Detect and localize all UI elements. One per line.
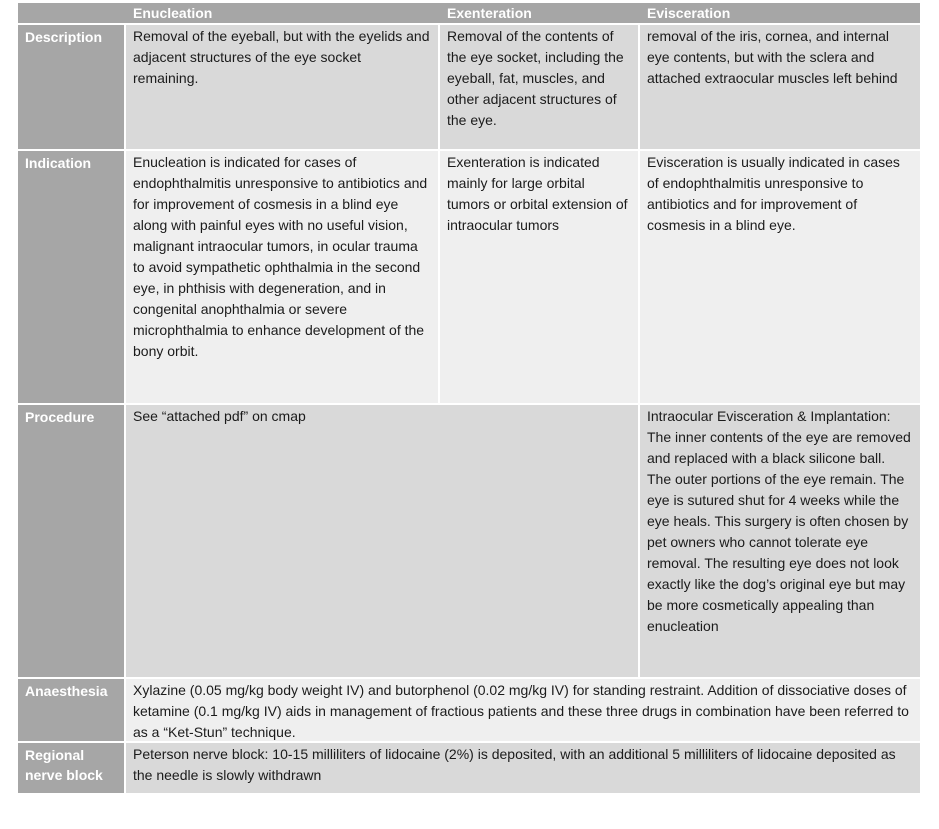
cell-indication-exenteration: Exenteration is indicated mainly for large orbital tumors or orbital extension of intraocular tumors bbox=[440, 151, 638, 403]
cell-procedure-evisceration: Intraocular Evisceration & Implantation: The inner contents of the eye are removed and replaced with a black silicone ball. The outer portions of the eye remain. The eye is sutured shut for 4 weeks while the eye heals. This surgery is often chosen by pet owners who cannot tolerate eye removal. The resulting eye does not look exactly like the dog’s original eye but may be more cosmetically appealing than enucleation bbox=[640, 405, 920, 677]
column-header-evisceration: Evisceration bbox=[647, 5, 731, 21]
table-header-row bbox=[18, 3, 920, 23]
row-header-anaesthesia: Anaesthesia bbox=[18, 679, 124, 741]
cell-regional-nerve-block-all: Peterson nerve block: 10-15 milliliters of lidocaine (2%) is deposited, with an additional 5 milliliters of lidocaine deposited as the needle is slowly withdrawn bbox=[126, 743, 920, 793]
row-header-procedure: Procedure bbox=[18, 405, 124, 677]
cell-procedure-enucleation-exenteration: See “attached pdf” on cmap bbox=[126, 405, 638, 677]
column-header-enucleation: Enucleation bbox=[133, 5, 213, 21]
procedure-comparison-table bbox=[18, 3, 920, 793]
column-header-exenteration: Exenteration bbox=[447, 5, 532, 21]
cell-anaesthesia-all: Xylazine (0.05 mg/kg body weight IV) and butorphenol (0.02 mg/kg IV) for standing restraint. Addition of dissociative doses of ketamine (0.1 mg/kg IV) aids in management of fractious patients and these three drugs in combination have been referred to as a “Ket-Stun” technique. bbox=[126, 679, 920, 741]
corner-cell bbox=[18, 3, 124, 23]
cell-description-enucleation: Removal of the eyeball, but with the eyelids and adjacent structures of the eye socket remaining. bbox=[126, 25, 438, 149]
cell-description-evisceration: removal of the iris, cornea, and internal eye contents, but with the sclera and attached extraocular muscles left behind bbox=[640, 25, 920, 149]
cell-indication-enucleation: Enucleation is indicated for cases of endophthalmitis unresponsive to antibiotics and for improvement of cosmesis in a blind eye along with painful eyes with no useful vision, malignant intraocular tumors, in ocular trauma to avoid sympathetic ophthalmia in the second eye, in phthisis with degeneration, and in congenital anophthalmia or severe microphthalmia to enhance development of the bony orbit. bbox=[126, 151, 438, 403]
cell-description-exenteration: Removal of the contents of the eye socket, including the eyeball, fat, muscles, and other adjacent structures of the eye. bbox=[440, 25, 638, 149]
row-header-indication: Indication bbox=[18, 151, 124, 403]
cell-indication-evisceration: Evisceration is usually indicated in cases of endophthalmitis unresponsive to antibiotics and for improvement of cosmesis in a blind eye. bbox=[640, 151, 920, 403]
row-header-regional-nerve-block: Regional nerve block bbox=[18, 743, 124, 793]
row-header-description: Description bbox=[18, 25, 124, 149]
